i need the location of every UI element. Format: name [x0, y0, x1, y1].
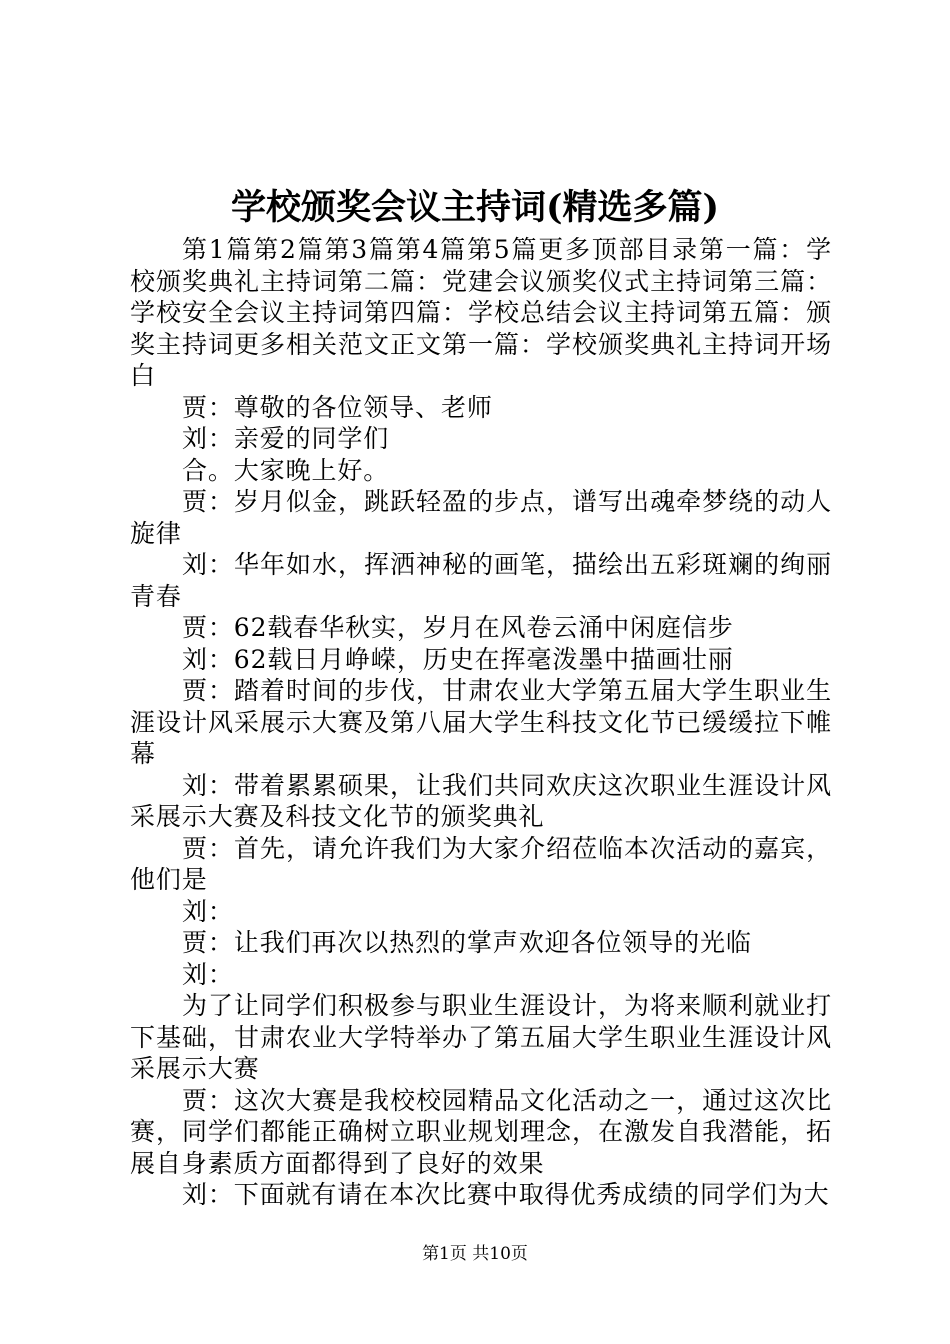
paragraph: 贾：踏着时间的步伐，甘肃农业大学第五届大学生职业生涯设计风采展示大赛及第八届大学生科技文化节已缓缓拉下帷幕: [130, 676, 832, 768]
paragraph: 贾：岁月似金，跳跃轻盈的步点，谱写出魂牵梦绕的动人旋律: [130, 487, 832, 548]
document-title: 学校颁奖会议主持词(精选多篇): [230, 187, 720, 228]
paragraph: 刘：华年如水，挥洒神秘的画笔，描绘出五彩斑斓的绚丽青春: [130, 550, 832, 611]
paragraph: 刘：: [182, 896, 234, 926]
page-number-footer: 第1页 共10页: [422, 1244, 528, 1264]
paragraph: 刘：62载日月峥嵘，历史在挥毫泼墨中描画壮丽: [182, 644, 734, 674]
paragraph: 刘：: [182, 959, 234, 989]
paragraph-toc: 第1篇第2篇第3篇第4篇第5篇更多顶部目录第一篇：学校颁奖典礼主持词第二篇：党建会议颁奖仪式主持词第三篇：学校安全会议主持词第四篇：学校总结会议主持词第五篇：颁奖主持词更多相关范文正文第一篇：学校颁奖典礼主持词开场白: [130, 235, 832, 390]
paragraph: 刘：亲爱的同学们: [182, 424, 390, 453]
paragraph: 合。大家晚上好。: [182, 455, 390, 485]
paragraph: 为了让同学们积极参与职业生涯设计，为将来顺利就业打下基础，甘肃农业大学特举办了第五届大学生职业生涯设计风采展示大赛: [130, 991, 832, 1083]
paragraph: 刘：带着累累硕果，让我们共同欢庆这次职业生涯设计风采展示大赛及科技文化节的颁奖典礼: [130, 770, 832, 831]
paragraph: 贾：62载春华秋实，岁月在风卷云涌中闲庭信步: [182, 613, 734, 642]
document-body: [130, 234, 832, 1211]
paragraph: 贾：尊敬的各位领导、老师: [182, 392, 493, 422]
paragraph: 贾：让我们再次以热烈的掌声欢迎各位领导的光临: [182, 928, 752, 957]
paragraph: 贾：这次大赛是我校校园精品文化活动之一，通过这次比赛，同学们都能正确树立职业规划理念，在激发自我潜能，拓展自身素质方面都得到了良好的效果: [130, 1085, 832, 1178]
paragraph: 刘：下面就有请在本次比赛中取得优秀成绩的同学们为大: [182, 1180, 830, 1209]
paragraph: 贾：首先，请允许我们为大家介绍莅临本次活动的嘉宾，他们是: [130, 833, 832, 894]
